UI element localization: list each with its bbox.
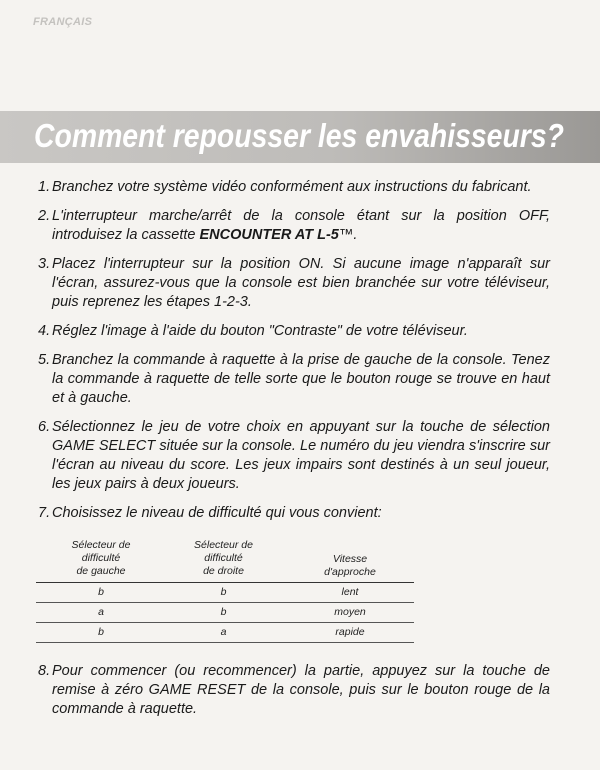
table-row xyxy=(36,583,414,603)
header-left-difficulty xyxy=(36,539,166,578)
table-header xyxy=(36,538,414,583)
step-6 xyxy=(38,418,550,494)
table-cell: b xyxy=(98,626,104,638)
table-cell: moyen xyxy=(334,606,366,618)
table-cell: a xyxy=(220,626,227,638)
title-banner xyxy=(0,111,600,163)
table-cell: b xyxy=(220,586,227,598)
step-2 xyxy=(38,207,550,245)
step-number: 8. xyxy=(38,663,51,679)
step-number: 6. xyxy=(38,419,51,435)
step-1 xyxy=(38,178,550,197)
header-speed xyxy=(286,553,414,579)
step-number: 2. xyxy=(38,208,51,224)
step-text: Branchez votre système vidéo conformément aux instructions du fabricant. xyxy=(52,179,532,195)
step-number: 3. xyxy=(38,256,51,272)
header-line: difficulté xyxy=(204,552,243,564)
step-number: 5. xyxy=(38,352,51,368)
header-line: difficulté xyxy=(81,552,121,564)
header-line: de gauche xyxy=(76,565,126,577)
step-number: 7. xyxy=(38,505,51,521)
table-cell: b xyxy=(98,586,104,598)
step-text: Réglez l'image à l'aide du bouton "Contraste" de votre téléviseur. xyxy=(52,323,468,339)
table-cell: lent xyxy=(341,586,359,598)
header-line: Vitesse xyxy=(332,553,368,565)
header-line: Sélecteur de xyxy=(71,539,131,551)
cartridge-name: ENCOUNTER AT L-5 xyxy=(199,227,339,243)
step-7 xyxy=(38,504,550,523)
step-text: Pour commencer (ou recommencer) la partie, appuyez sur la touche de remise à zéro GAME RESET de la console, puis sur le bouton rouge de la commande à raquette. xyxy=(52,663,550,717)
step-number: 1. xyxy=(38,179,51,195)
difficulty-table xyxy=(36,538,414,643)
table-cell: a xyxy=(98,606,104,618)
header-line: Sélecteur de xyxy=(194,539,253,551)
header-right-difficulty xyxy=(161,539,286,578)
step-text: Placez l'interrupteur sur la position ON. Si aucune image n'apparaît sur l'écran, assurez-vous que la console est bien branchée sur votre téléviseur, puis reprenez les étapes 1-2-3. xyxy=(52,256,550,310)
page-title: Comment repousser les envahisseurs? xyxy=(34,117,564,154)
step-text: Branchez la commande à raquette à la prise de gauche de la console. Tenez la commande à raquette de telle sorte que le bouton rouge se trouve en haut et à gauche. xyxy=(52,352,550,406)
table-cell: rapide xyxy=(335,626,365,638)
step-3 xyxy=(38,255,550,312)
language-label: FRANÇAIS xyxy=(33,16,93,28)
header-line: de droite xyxy=(203,565,244,577)
step-4 xyxy=(38,322,550,341)
trademark-suffix: ™. xyxy=(338,227,358,243)
step-number: 4. xyxy=(38,323,51,339)
table-row xyxy=(36,603,414,623)
instruction-list xyxy=(38,178,550,533)
step-text: Choisissez le niveau de difficulté qui vous convient: xyxy=(52,505,382,521)
step-text: L'interrupteur marche/arrêt de la console étant sur la position OFF, introduisez la cassette xyxy=(52,208,550,243)
step-5 xyxy=(38,351,550,408)
table-cell: b xyxy=(220,606,227,618)
step-8 xyxy=(38,662,550,719)
header-line: d'approche xyxy=(324,566,376,578)
step-text: Sélectionnez le jeu de votre choix en appuyant sur la touche de sélection GAME SELECT située sur la console. Le numéro du jeu viendra s'inscrire sur l'écran au niveau du score. Les jeux impairs sont destinés à un seul joueur, les jeux pairs à deux joueurs. xyxy=(52,419,550,492)
table-row xyxy=(36,623,414,643)
